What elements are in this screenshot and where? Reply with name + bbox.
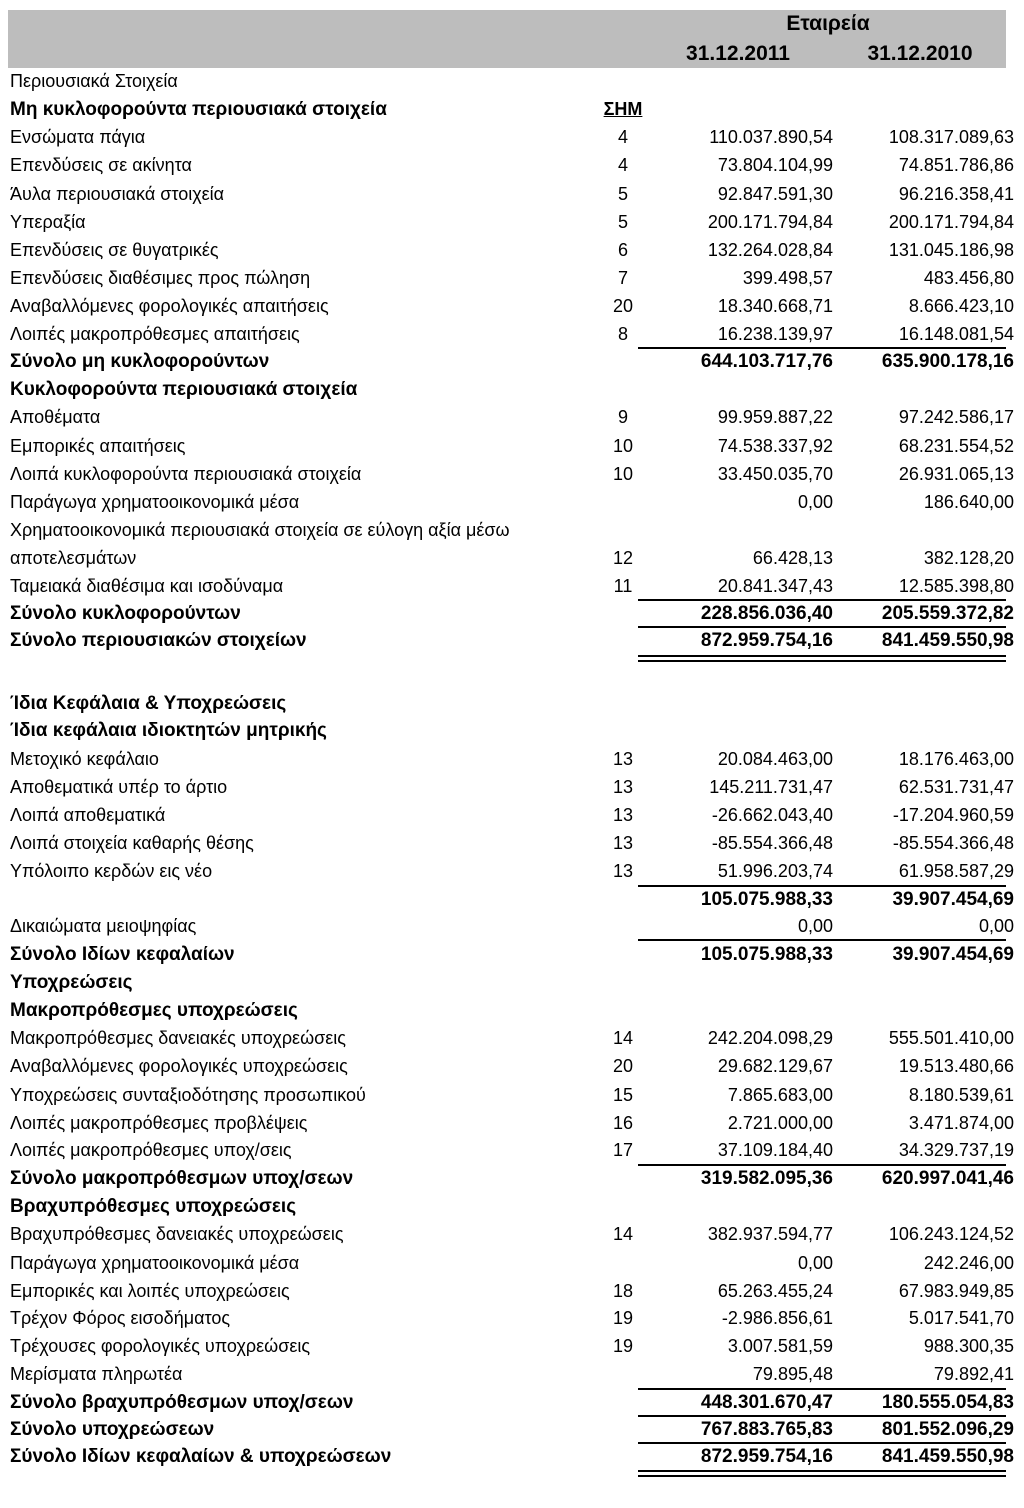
- table-row: [10, 1193, 1006, 1221]
- value-2011: 7.865.683,00: [727, 1085, 833, 1105]
- value-2010: 205.559.372,82: [881, 603, 1014, 624]
- value-2011: 99.959.887,22: [717, 407, 833, 427]
- table-row: [10, 600, 1014, 628]
- total-underline: [638, 347, 1006, 349]
- row-note: 11: [613, 576, 633, 596]
- row-label: Υπεραξία: [10, 212, 86, 232]
- table-row: [10, 802, 1014, 830]
- table-row: [10, 1053, 1014, 1081]
- value-2011: 319.582.095,36: [700, 1168, 833, 1189]
- table-row: [10, 573, 1014, 601]
- row-label: Μακροπρόθεσμες δανειακές υποχρεώσεις: [10, 1028, 346, 1048]
- value-2011: 0,00: [797, 1253, 833, 1273]
- table-row: [10, 265, 1014, 293]
- row-note: 12: [612, 548, 634, 568]
- row-label: Υπόλοιπο κερδών εις νέο: [10, 861, 213, 881]
- row-label: Επενδύσεις σε ακίνητα: [10, 155, 192, 175]
- value-2011: 29.682.129,67: [717, 1056, 833, 1076]
- total-underline: [638, 1164, 1006, 1166]
- value-2010: 106.243.124,52: [888, 1224, 1014, 1244]
- value-2010: 555.501.410,00: [888, 1028, 1014, 1048]
- row-label: Παράγωγα χρηματοοικονομικά μέσα: [10, 1253, 300, 1273]
- table-row: [10, 433, 1014, 461]
- value-2010: 620.997.041,46: [881, 1168, 1014, 1189]
- value-2010: 108.317.089,63: [888, 127, 1014, 147]
- row-note: 10: [612, 436, 634, 456]
- row-note: 14: [612, 1028, 634, 1048]
- note-column-header: ΣΗΜ: [603, 99, 643, 119]
- total-underline: [638, 1415, 1006, 1417]
- table-row: [10, 886, 1014, 914]
- value-2010: 8.180.539,61: [908, 1085, 1014, 1105]
- value-2010: 62.531.731,47: [898, 777, 1014, 797]
- value-2010: 39.907.454,69: [892, 944, 1014, 965]
- value-2011: -26.662.043,40: [711, 805, 833, 825]
- table-row: [10, 517, 1006, 545]
- table-row: [10, 376, 1006, 404]
- value-2010: 8.666.423,10: [908, 296, 1014, 316]
- row-label: Μερίσματα πληρωτέα: [10, 1364, 183, 1384]
- row-label: Περιουσιακά Στοιχεία: [10, 71, 178, 91]
- value-2011: 767.883.765,83: [700, 1419, 833, 1440]
- table-row: [10, 1278, 1014, 1306]
- row-label: Λοιπά κυκλοφορούντα περιουσιακά στοιχεία: [10, 464, 362, 484]
- value-2010: 801.552.096,29: [881, 1419, 1014, 1440]
- table-row: [10, 545, 1014, 573]
- row-note: 8: [617, 324, 628, 344]
- row-label: Τρέχουσες φορολογικές υποχρεώσεις: [10, 1336, 311, 1356]
- row-label: Ταμειακά διαθέσιμα και ισοδύναμα: [10, 576, 284, 596]
- row-note: 20: [612, 296, 634, 316]
- value-2011: 73.804.104,99: [717, 155, 833, 175]
- row-label: Μετοχικό κεφάλαιο: [10, 749, 159, 769]
- value-2010: 39.907.454,69: [892, 889, 1014, 910]
- value-2010: 18.176.463,00: [898, 749, 1014, 769]
- value-2011: 132.264.028,84: [707, 240, 833, 260]
- row-label: Αποθεματικά υπέρ το άρτιο: [10, 777, 228, 797]
- table-row: [10, 96, 1006, 124]
- table-row: [10, 774, 1014, 802]
- value-2011: 33.450.035,70: [717, 464, 833, 484]
- row-label: Χρηματοοικονομικά περιουσιακά στοιχεία σε εύλογη αξία μέσω: [10, 520, 510, 540]
- value-2010: 0,00: [978, 916, 1014, 936]
- grand-total-double-underline: [638, 655, 1006, 662]
- row-label: Δικαιώματα μειοψηφίας: [10, 916, 197, 936]
- value-2011: 105.075.988,33: [700, 944, 833, 965]
- table-row: [10, 321, 1014, 349]
- value-2010: -17.204.960,59: [892, 805, 1014, 825]
- value-2011: 65.263.455,24: [717, 1281, 833, 1301]
- value-2011: 145.211.731,47: [709, 777, 833, 797]
- table-row: [10, 209, 1014, 237]
- table-row: [10, 1025, 1014, 1053]
- table-row: [10, 1082, 1014, 1110]
- table-row: [10, 1137, 1014, 1165]
- value-2011: 644.103.717,76: [700, 351, 833, 372]
- value-2010: 96.216.358,41: [898, 184, 1014, 204]
- value-2011: 79.895,48: [752, 1364, 833, 1384]
- row-label: Άυλα περιουσιακά στοιχεία: [10, 184, 225, 204]
- table-row: [10, 348, 1014, 376]
- table-row: [10, 68, 1006, 96]
- value-2011: -85.554.366,48: [711, 833, 833, 853]
- row-label: Σύνολο βραχυπρόθεσμων υποχ/σεων: [10, 1392, 354, 1413]
- row-label: Σύνολο Ιδίων κεφαλαίων: [10, 944, 235, 965]
- value-2010: 26.931.065,13: [898, 464, 1014, 484]
- row-note: 13: [612, 749, 634, 769]
- value-2011: 200.171.794,84: [707, 212, 833, 232]
- value-2010: 841.459.550,98: [881, 630, 1014, 651]
- row-label: Εμπορικές απαιτήσεις: [10, 436, 186, 456]
- table-row: [10, 941, 1014, 969]
- value-2011: 872.959.754,16: [700, 630, 833, 651]
- row-label: Επενδύσεις διαθέσιμες προς πώληση: [10, 268, 311, 288]
- table-row: [10, 969, 1006, 997]
- value-2011: 105.075.988,33: [700, 889, 833, 910]
- row-label: Σύνολο περιουσιακών στοιχείων: [10, 630, 307, 651]
- table-row: [10, 404, 1014, 432]
- row-label: Τρέχον Φόρος εισοδήματος: [10, 1308, 231, 1328]
- value-2011: -2.986.856,61: [721, 1308, 833, 1328]
- row-note: 6: [617, 240, 628, 260]
- row-label: Υποχρεώσεις: [10, 972, 133, 993]
- table-row: [10, 1389, 1014, 1417]
- total-underline: [638, 599, 1006, 601]
- row-note: 16: [612, 1113, 634, 1133]
- value-2011: 110.037.890,54: [709, 127, 833, 147]
- row-note: 18: [612, 1281, 634, 1301]
- value-2011: 0,00: [797, 492, 833, 512]
- row-note: 13: [612, 833, 634, 853]
- table-row: [10, 293, 1014, 321]
- value-2010: -85.554.366,48: [892, 833, 1014, 853]
- value-2010: 186.640,00: [923, 492, 1014, 512]
- value-2010: 61.958.587,29: [898, 861, 1014, 881]
- row-label: Μη κυκλοφορούντα περιουσιακά στοιχεία: [10, 99, 387, 120]
- value-2011: 3.007.581,59: [727, 1336, 833, 1356]
- row-label: Σύνολο κυκλοφορούντων: [10, 603, 241, 624]
- table-row: [10, 1110, 1014, 1138]
- table-row: [10, 1443, 1014, 1471]
- value-2010: 67.983.949,85: [898, 1281, 1014, 1301]
- row-label: Σύνολο Ιδίων κεφαλαίων & υποχρεώσεων: [10, 1446, 392, 1467]
- table-row: [10, 1361, 1014, 1389]
- value-2010: 988.300,35: [923, 1336, 1014, 1356]
- table-row: [10, 997, 1006, 1025]
- value-2010: 200.171.794,84: [888, 212, 1014, 232]
- row-label: Υποχρεώσεις συνταξιοδότησης προσωπικού: [10, 1085, 366, 1105]
- value-2010: 12.585.398,80: [898, 576, 1014, 596]
- table-row: [10, 1333, 1014, 1361]
- row-label: Βραχυπρόθεσμες υποχρεώσεις: [10, 1196, 297, 1217]
- value-2011: 20.841.347,43: [717, 576, 833, 596]
- value-2010: 180.555.054,83: [881, 1392, 1014, 1413]
- table-row: [10, 627, 1014, 655]
- row-note: 4: [617, 127, 628, 147]
- row-note: 13: [612, 861, 634, 881]
- row-note: 10: [612, 464, 634, 484]
- row-label: Λοιπές μακροπρόθεσμες προβλέψεις: [10, 1113, 308, 1133]
- row-label: Μακροπρόθεσμες υποχρεώσεις: [10, 1000, 298, 1021]
- row-label: Ενσώματα πάγια: [10, 127, 146, 147]
- row-label: Λοιπά στοιχεία καθαρής θέσης: [10, 833, 254, 853]
- row-label: Λοιπές μακροπρόθεσμες υποχ/σεις: [10, 1140, 292, 1160]
- value-2010: 635.900.178,16: [881, 351, 1014, 372]
- year-2010-header: 31.12.2010: [867, 42, 973, 65]
- row-note: 17: [612, 1140, 634, 1160]
- value-2010: 16.148.081,54: [898, 324, 1014, 344]
- table-row: [10, 489, 1014, 517]
- table-row: [10, 1416, 1014, 1444]
- row-note: 15: [612, 1085, 634, 1105]
- table-row: [10, 746, 1014, 774]
- row-label: Βραχυπρόθεσμες δανειακές υποχρεώσεις: [10, 1224, 344, 1244]
- table-row: [10, 1221, 1014, 1249]
- table-row: [10, 858, 1014, 886]
- table-row: [10, 237, 1014, 265]
- value-2010: 131.045.186,98: [888, 240, 1014, 260]
- total-underline: [638, 939, 1006, 941]
- value-2010: 5.017.541,70: [908, 1308, 1014, 1328]
- value-2010: 97.242.586,17: [898, 407, 1014, 427]
- table-row: [10, 1305, 1014, 1333]
- table-header: [8, 10, 1006, 68]
- company-column-header: Εταιρεία: [786, 12, 870, 35]
- value-2010: 19.513.480,66: [898, 1056, 1014, 1076]
- value-2011: 382.937.594,77: [707, 1224, 833, 1244]
- value-2010: 68.231.554,52: [898, 436, 1014, 456]
- row-label: Επενδύσεις σε θυγατρικές: [10, 240, 219, 260]
- value-2011: 399.498,57: [742, 268, 833, 288]
- value-2011: 92.847.591,30: [717, 184, 833, 204]
- value-2011: 51.996.203,74: [717, 861, 833, 881]
- table-row: [10, 1165, 1014, 1193]
- value-2011: 37.109.184,40: [717, 1140, 833, 1160]
- row-note: 5: [617, 212, 628, 232]
- row-label: Λοιπές μακροπρόθεσμες απαιτήσεις: [10, 324, 300, 344]
- value-2010: 483.456,80: [923, 268, 1014, 288]
- value-2011: 66.428,13: [752, 548, 833, 568]
- value-2011: 448.301.670,47: [700, 1392, 833, 1413]
- value-2010: 3.471.874,00: [908, 1113, 1014, 1133]
- row-note: 7: [617, 268, 628, 288]
- value-2010: 242.246,00: [923, 1253, 1014, 1273]
- row-note: 14: [612, 1224, 634, 1244]
- row-label: Σύνολο υποχρεώσεων: [10, 1419, 215, 1440]
- row-note: 20: [612, 1056, 634, 1076]
- table-row: [10, 152, 1014, 180]
- year-2011-header: 31.12.2011: [686, 42, 790, 65]
- value-2011: 18.340.668,71: [717, 296, 833, 316]
- value-2010: 79.892,41: [933, 1364, 1014, 1384]
- row-note: 19: [612, 1308, 634, 1328]
- row-note: 19: [612, 1336, 634, 1356]
- row-label: αποτελεσμάτων: [10, 548, 137, 568]
- value-2011: 0,00: [797, 916, 833, 936]
- total-underline: [638, 626, 1006, 628]
- total-underline: [638, 1442, 1006, 1444]
- row-label: Αναβαλλόμενες φορολογικές υποχρεώσεις: [10, 1056, 348, 1076]
- value-2011: 228.856.036,40: [700, 603, 833, 624]
- value-2010: 34.329.737,19: [898, 1140, 1014, 1160]
- row-label: Εμπορικές και λοιπές υποχρεώσεις: [10, 1281, 290, 1301]
- row-label: Σύνολο μακροπρόθεσμων υποχ/σεων: [10, 1168, 354, 1189]
- value-2010: 74.851.786,86: [898, 155, 1014, 175]
- total-underline: [638, 885, 1006, 887]
- table-row: [10, 461, 1014, 489]
- value-2011: 16.238.139,97: [717, 324, 833, 344]
- table-row: [10, 181, 1014, 209]
- row-label: Ίδια κεφάλαια ιδιοκτητών μητρικής: [10, 720, 327, 741]
- row-note: 5: [617, 184, 628, 204]
- table-row: [10, 913, 1014, 941]
- value-2011: 2.721.000,00: [727, 1113, 833, 1133]
- row-label: Ίδια Κεφάλαια & Υποχρεώσεις: [10, 693, 287, 714]
- row-note: 13: [612, 805, 634, 825]
- value-2011: 872.959.754,16: [700, 1446, 833, 1467]
- value-2011: 74.538.337,92: [717, 436, 833, 456]
- table-row: [10, 717, 1006, 745]
- total-underline: [638, 1388, 1006, 1390]
- table-row: [10, 1250, 1014, 1278]
- row-label: Λοιπά αποθεματικά: [10, 805, 166, 825]
- table-row: [10, 124, 1014, 152]
- row-note: 13: [612, 777, 634, 797]
- value-2011: 242.204.098,29: [707, 1028, 833, 1048]
- row-label: Αποθέματα: [10, 407, 101, 427]
- row-label: Παράγωγα χρηματοοικονομικά μέσα: [10, 492, 300, 512]
- row-note: 9: [617, 407, 628, 427]
- row-note: 4: [617, 155, 628, 175]
- row-label: Κυκλοφορούντα περιουσιακά στοιχεία: [10, 379, 358, 400]
- grand-total-double-underline: [638, 1470, 1006, 1477]
- table-row: [10, 830, 1014, 858]
- value-2010: 382.128,20: [923, 548, 1014, 568]
- row-label: Σύνολο μη κυκλοφορούντων: [10, 351, 270, 372]
- row-label: Αναβαλλόμενες φορολογικές απαιτήσεις: [10, 296, 329, 316]
- value-2010: 841.459.550,98: [881, 1446, 1014, 1467]
- table-row: [10, 690, 1006, 718]
- value-2011: 20.084.463,00: [717, 749, 833, 769]
